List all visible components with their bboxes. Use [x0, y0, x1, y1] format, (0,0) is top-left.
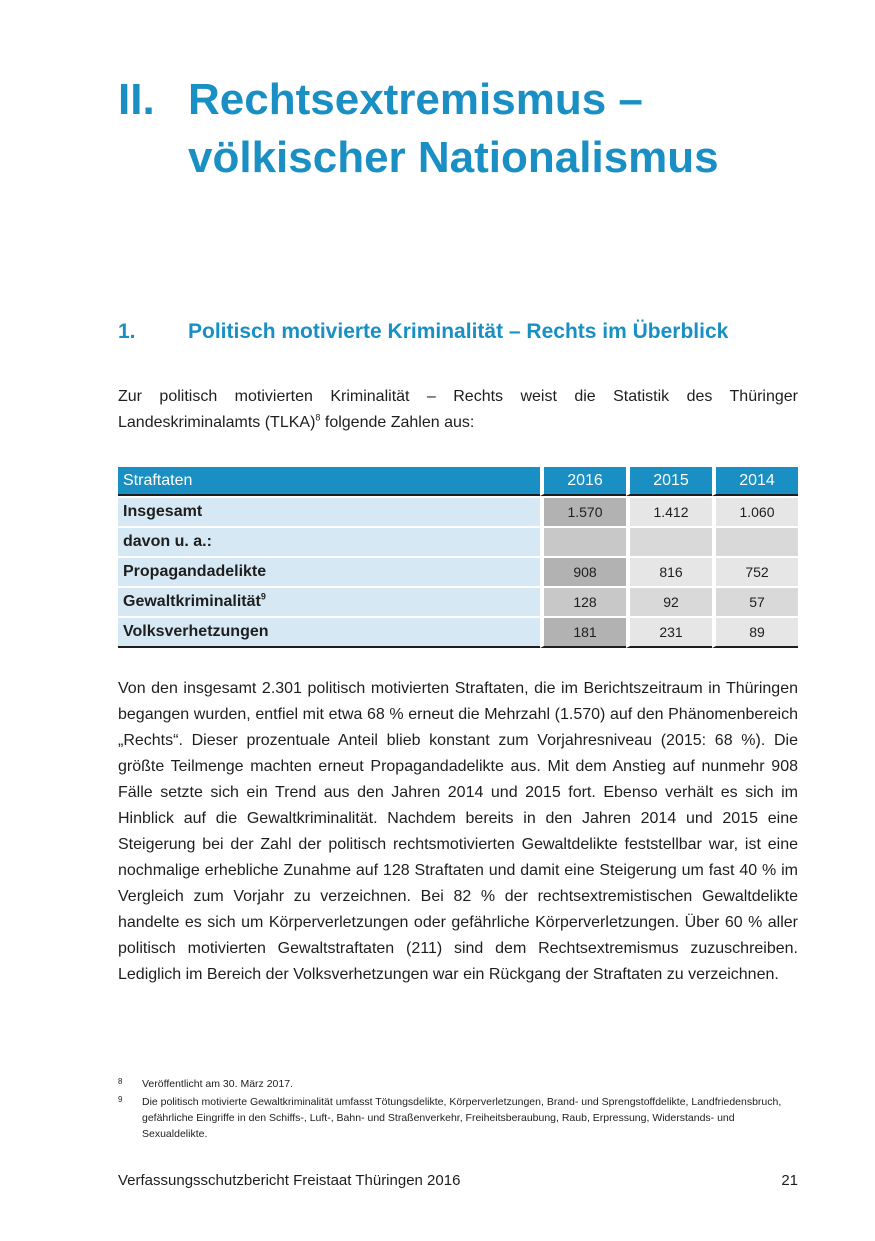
intro-text-after: folgende Zahlen aus:	[320, 414, 475, 431]
table-header-row	[118, 467, 798, 496]
table-row	[118, 556, 798, 586]
table-row	[118, 586, 798, 616]
chapter-number: II.	[118, 75, 155, 124]
row-label: Gewaltkriminalität$^9$	[118, 586, 540, 616]
header-year-2014: 2014	[712, 467, 798, 496]
footnote-ref-9: 9	[260, 591, 266, 602]
body-paragraph: Von den insgesamt 2.301 politisch motivierten Straftaten, die im Berichtszeitraum in Thüringen begangen wurden, entfiel mit etwa 68 % erneut die Mehrzahl (1.570) auf den Phänomenbereich „Rechts“. Dieser prozentuale Anteil blieb konstant zum Vorjahresniveau (2015: 68 %). Die größte Teilmenge machten erneut Propagandadelikte aus. Mit dem Anstieg auf nunmehr 908 Fälle setzte sich ein Trend aus den Jahren 2014 und 2015 fort. Ebenso verhält es sich im Hinblick auf die Gewaltkriminalität. Nachdem bereits in den Jahren 2014 und 2015 eine Steigerung bei der Zahl der politisch rechtsmotivierten Gewaltdelikte feststellbar war, ist eine nochmalige erhebliche Zunahme auf 128 Straftaten und damit eine Steigerung um fast 40 % im Vergleich zum Vorjahr zu verzeichnen. Bei 82 % der rechtsextremistischen Gewaltdelikte handelte es sich um Körperverletzungen oder gefährliche Körperverletzungen. Über 60 % aller politisch motivierten Gewaltstraftaten (211) sind dem Rechtsextremismus zuzuschreiben. Lediglich im Bereich der Volksverhetzungen war ein Rückgang der Straftaten zu verzeichnen.	[118, 680, 798, 983]
cell-2015: 92	[626, 586, 712, 616]
cell-2014: 752	[712, 556, 798, 586]
cell-2016	[540, 526, 626, 556]
footnotes	[118, 1076, 798, 1144]
cell-2014: 57	[712, 586, 798, 616]
footnote-text: Die politisch motivierte Gewaltkriminalität umfasst Tötungsdelikte, Körperverletzungen, Brand- und Sprengstoffdelikte, Landfriedensbruch, gefährliche Eingriffe in den Schiffs-, Luft-, Bahn- und Straßenverkehr, Freiheitsberaubung, Raub, Erpressung, Widerstands- und Sexualdelikte.	[142, 1096, 782, 1140]
row-label: davon u. a.:	[118, 526, 540, 556]
intro-paragraph	[118, 384, 798, 436]
footnote-text: Veröffentlicht am 30. März 2017.	[142, 1078, 293, 1090]
intro-text-before: Zur politisch motivierten Kriminalität – Rechts weist die Statistik des Thüringer Landeskriminalamts (TLKA)	[118, 388, 798, 431]
cell-2014: 89	[712, 616, 798, 648]
cell-2016: 908	[540, 556, 626, 586]
cell-2015: 231	[626, 616, 712, 648]
cell-2015: 1.412	[626, 496, 712, 526]
header-offense: Straftaten	[118, 467, 540, 496]
section-title: Politisch motivierte Kriminalität – Rechts im Überblick	[188, 320, 729, 343]
cell-2016: 1.570	[540, 496, 626, 526]
cell-2015	[626, 526, 712, 556]
row-label: Propagandadelikte	[118, 556, 540, 586]
page-number: 21	[781, 1172, 798, 1189]
page-footer	[118, 1172, 798, 1189]
footnote-9	[118, 1094, 798, 1142]
cell-2014: 1.060	[712, 496, 798, 526]
footnote-number: 8	[118, 1077, 123, 1086]
section-number: 1.	[118, 320, 136, 343]
table-row	[118, 496, 798, 526]
cell-2016: 181	[540, 616, 626, 648]
table-row	[118, 526, 798, 556]
footer-title: Verfassungsschutzbericht Freistaat Thüringen 2016	[118, 1172, 461, 1189]
row-label: Insgesamt	[118, 496, 540, 526]
footnote-8	[118, 1076, 798, 1092]
footnote-number: 9	[118, 1095, 123, 1104]
chapter-title-line-1: Rechtsextremismus –	[188, 75, 643, 124]
cell-2014	[712, 526, 798, 556]
row-label: Volksverhetzungen	[118, 616, 540, 648]
statistics-table	[118, 467, 798, 648]
footnote-ref-8: 8	[315, 412, 321, 423]
header-year-2016: 2016	[540, 467, 626, 496]
cell-2015: 816	[626, 556, 712, 586]
chapter-title-line-2: völkischer Nationalismus	[188, 133, 719, 182]
table-row	[118, 616, 798, 648]
header-year-2015: 2015	[626, 467, 712, 496]
cell-2016: 128	[540, 586, 626, 616]
